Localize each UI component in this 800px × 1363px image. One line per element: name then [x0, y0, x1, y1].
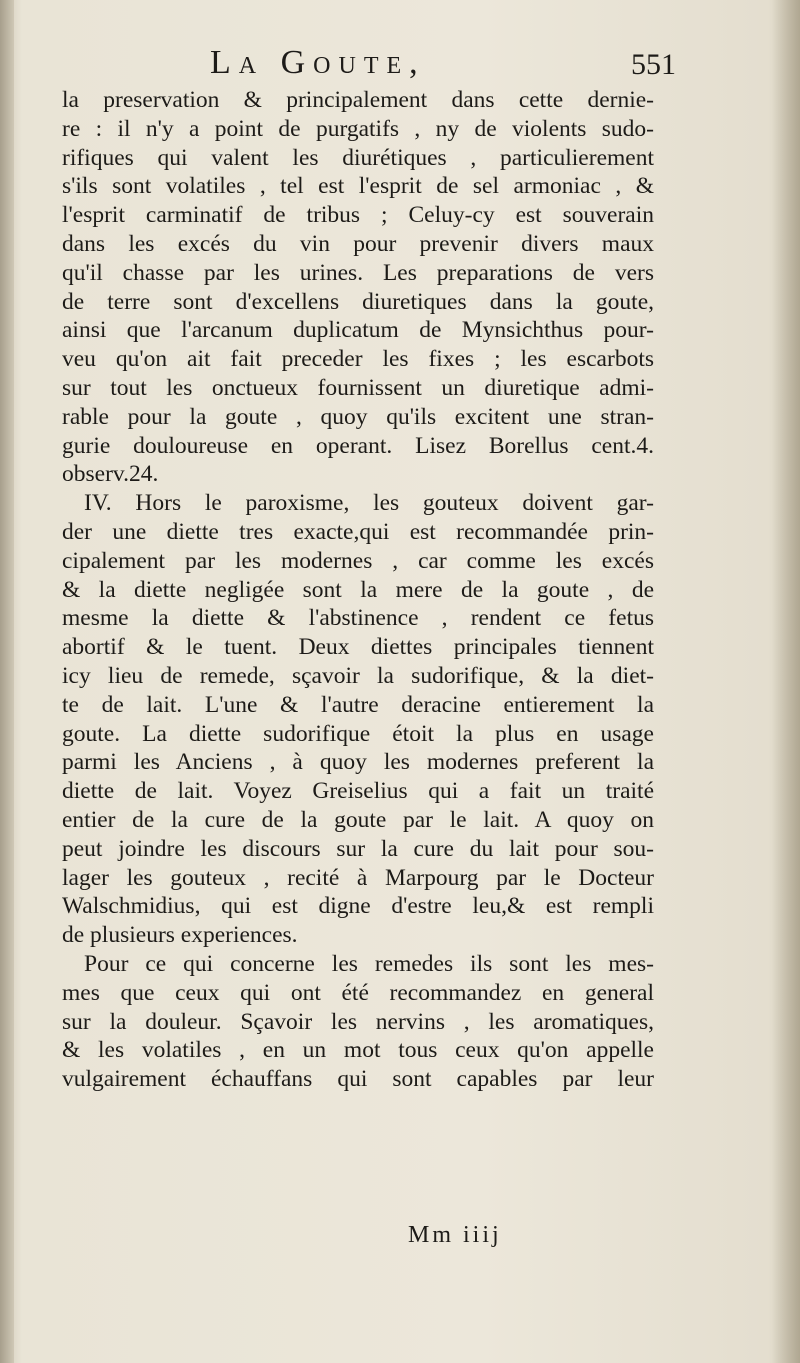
- text-line: entier de la cure de la goute par le lait. A quoy on: [62, 806, 654, 833]
- text-line: re : il n'y a point de purgatifs , ny de violents sudo-: [62, 115, 654, 142]
- text-line: Walschmidius, qui est digne d'estre leu,& est rempli: [62, 893, 654, 920]
- text-line: lager les gouteux , recité à Marpourg par le Docteur: [62, 864, 654, 891]
- text-line: mesme la diette & l'abstinence , rendent ce fetus: [62, 605, 654, 632]
- text-line: & la diette negligée sont la mere de la goute , de: [62, 576, 654, 603]
- signature-mark: Mm iiij: [408, 1222, 502, 1248]
- text-line: IV. Hors le paroxisme, les gouteux doivent gar-: [84, 490, 654, 517]
- text-line: ainsi que l'arcanum duplicatum de Mynsichthus pour-: [62, 317, 654, 344]
- page-number: 551: [631, 48, 676, 81]
- text-line: veu qu'on ait fait preceder les fixes ; les escarbots: [62, 346, 654, 373]
- text-line: la preservation & principalement dans cette dernie-: [62, 87, 654, 113]
- text-line: s'ils sont volatiles , tel est l'esprit de sel armoniac , &: [62, 173, 654, 200]
- text-line: & les volatiles , en un mot tous ceux qu'on appelle: [62, 1037, 654, 1064]
- text-line: gurie douloureuse en operant. Lisez Borellus cent.4.: [62, 432, 654, 459]
- text-line: rifiques qui valent les diurétiques , particulierement: [62, 144, 654, 171]
- text-line: observ.24.: [62, 461, 159, 488]
- text-line: peut joindre les discours sur la cure du lait pour sou-: [62, 835, 654, 862]
- text-line: icy lieu de remede, sçavoir la sudorifique, & la diet-: [62, 662, 654, 689]
- body-text: [62, 86, 654, 1094]
- text-line: l'esprit carminatif de tribus ; Celuy-cy est souverain: [62, 202, 654, 229]
- text-line: dans les excés du vin pour prevenir divers maux: [62, 230, 654, 257]
- text-line: cipalement par les modernes , car comme les excés: [62, 547, 654, 574]
- page-edge-shadow: [772, 0, 800, 1363]
- text-line: qu'il chasse par les urines. Les preparations de vers: [62, 259, 654, 286]
- text-line: sur la douleur. Sçavoir les nervins , les aromatiques,: [62, 1008, 654, 1035]
- text-line: mes que ceux qui ont été recommandez en general: [62, 979, 654, 1006]
- page-header: [60, 44, 676, 92]
- text-line: rable pour la goute , quoy qu'ils excitent une stran-: [62, 403, 654, 430]
- page-gutter: [0, 0, 14, 1363]
- text-line: goute. La diette sudorifique étoit la plus en usage: [62, 720, 654, 747]
- text-line: abortif & le tuent. Deux diettes principales tiennent: [62, 634, 654, 661]
- text-line: der une diette tres exacte,qui est recommandée prin-: [62, 518, 654, 545]
- text-line: te de lait. L'une & l'autre deracine entierement la: [62, 691, 654, 718]
- text-line: sur tout les onctueux fournissent un diuretique admi-: [62, 374, 654, 401]
- text-line: parmi les Anciens , à quoy les modernes preferent la: [62, 749, 654, 776]
- text-line: de plusieurs experiences.: [62, 922, 298, 949]
- text-line: de terre sont d'excellens diuretiques dans la goute,: [62, 288, 654, 315]
- text-line: vulgairement échauffans qui sont capables par leur: [62, 1066, 654, 1093]
- text-line: Pour ce qui concerne les remedes ils sont les mes-: [84, 950, 654, 977]
- running-title: La Goute,: [210, 44, 426, 81]
- text-line: diette de lait. Voyez Greiselius qui a fait un traité: [62, 778, 654, 805]
